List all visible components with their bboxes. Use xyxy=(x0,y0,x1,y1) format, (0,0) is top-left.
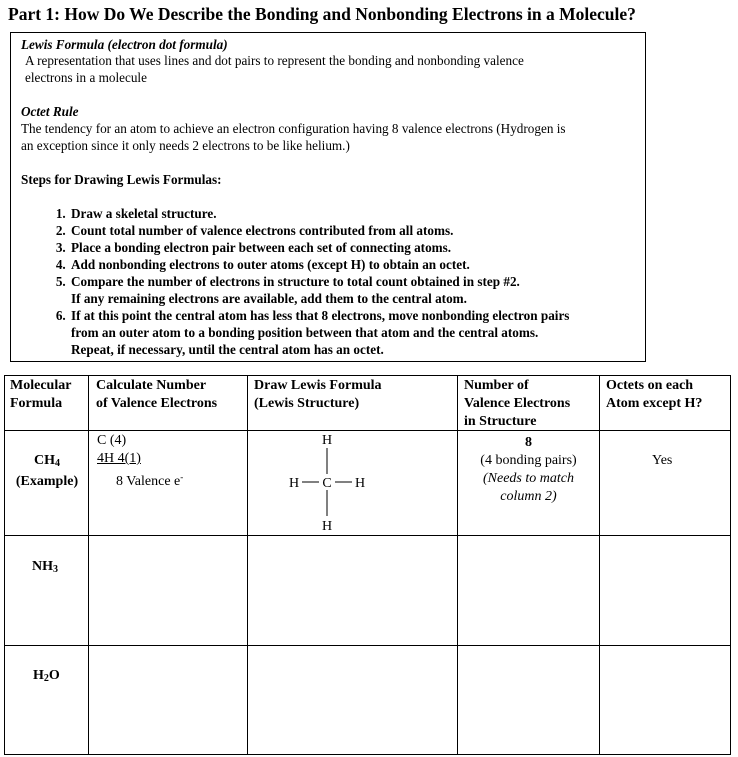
lewis-desc-line2: electrons in a molecule xyxy=(25,70,147,85)
lewis-desc-line1: A representation that uses lines and dot pairs to represent the bonding and nonbonding valence xyxy=(25,53,524,68)
lewis-h-top: H xyxy=(321,433,333,448)
header-valence-calc: Calculate Number of Valence Electrons xyxy=(96,378,218,411)
lewis-h-bottom: H xyxy=(321,519,333,534)
steps-list xyxy=(25,205,569,358)
header-octets: Octets on each Atom except H? xyxy=(606,378,703,411)
example-formula: $CH_4$ (Example) xyxy=(15,453,79,489)
ch4-lewis-structure xyxy=(277,431,377,535)
example-calc-total: 8 Valence e- xyxy=(116,472,184,489)
step-item: 5. Compare the number of electrons in structure to total count obtained in step #2. If any remaining electrons are available, add them to the central atom. xyxy=(69,273,569,307)
lewis-h-left: H xyxy=(288,476,300,491)
definitions-box xyxy=(10,32,646,362)
header-valence-count: Number of Valence Electrons in Structure xyxy=(464,378,571,429)
lewis-h-right: H xyxy=(354,476,366,491)
worksheet-table xyxy=(4,375,731,755)
octet-heading: Octet Rule xyxy=(21,104,79,119)
nh3-formula: $NH_3$ xyxy=(32,559,58,575)
step-item: 4. Add nonbonding electrons to outer atoms (except H) to obtain an octet. xyxy=(69,256,569,273)
header-lewis-formula: Draw Lewis Formula (Lewis Structure) xyxy=(254,378,382,411)
steps-heading: Steps for Drawing Lewis Formulas: xyxy=(21,172,222,187)
octet-desc-line1: The tendency for an atom to achieve an electron configuration having 8 valence electrons (Hydrogen is xyxy=(21,121,566,136)
lewis-c: C xyxy=(322,476,332,491)
h2o-formula: $H_2O$ xyxy=(33,668,60,684)
example-octets-answer: Yes xyxy=(652,453,673,468)
example-valence-count: 8 (4 bonding pairs) (Needs to match column 2) xyxy=(480,435,577,504)
step-item: 2. Count total number of valence electrons contributed from all atoms. xyxy=(69,222,569,239)
example-calc-carbon: C (4) xyxy=(97,433,127,448)
lewis-heading: Lewis Formula (electron dot formula) xyxy=(21,37,228,52)
header-molecular-formula: Molecular Formula xyxy=(10,378,72,411)
octet-desc-line2: an exception since it only needs 2 electrons to be like helium.) xyxy=(21,138,350,153)
step-item: 1. Draw a skeletal structure. xyxy=(69,205,569,222)
step-item: 3. Place a bonding electron pair between each set of connecting atoms. xyxy=(69,239,569,256)
example-calc-hydrogen: 4H 4(1) xyxy=(97,451,141,466)
step-item: 6. If at this point the central atom has less that 8 electrons, move nonbonding electron pairs from an outer atom to a bonding position between that atom and the central atoms. Repeat, if necessary, until the central atom has an octet. xyxy=(69,307,569,358)
page-title: Part 1: How Do We Describe the Bonding and Nonbonding Electrons in a Molecule? xyxy=(8,4,636,24)
